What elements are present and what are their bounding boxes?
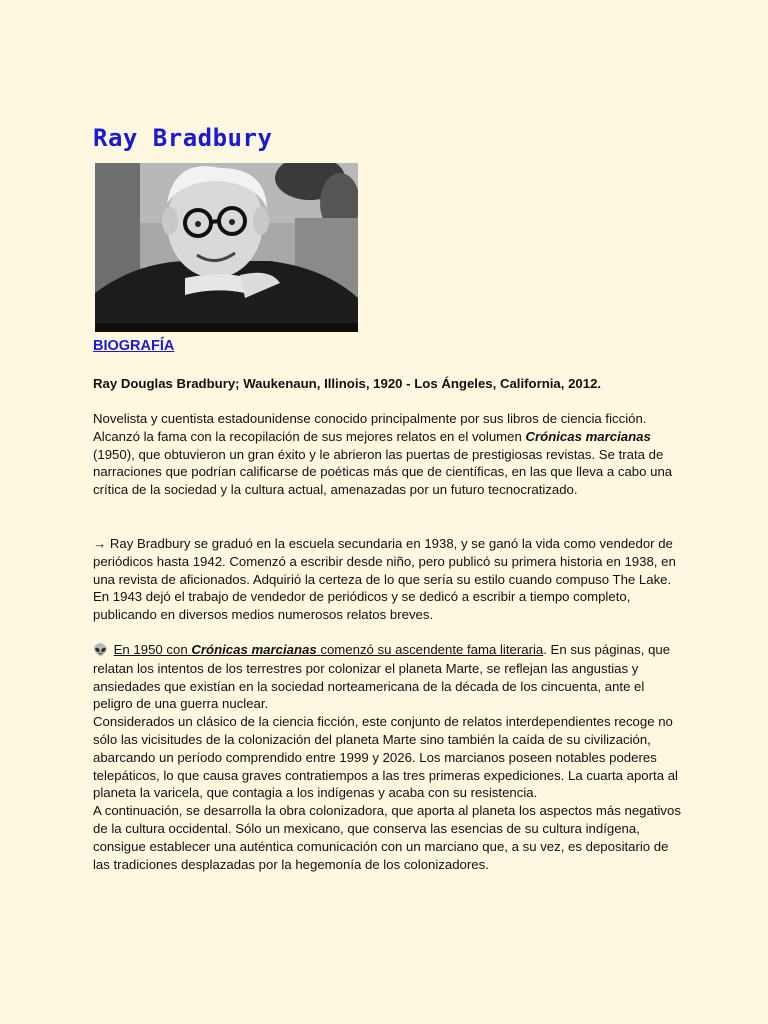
author-portrait: [95, 163, 358, 332]
cronicas-link-text-a: En 1950 con: [113, 642, 192, 657]
paragraph-colonization: A continuación, se desarrolla la obra colonizadora, que aporta al planeta los aspectos más negativos de la cultura occidental. Sólo un mexicano, que conserva las esencias de su cultura indígena, consigue establecer una auténtica comunicación con un marciano que, a su vez, es depositario de las tradiciones desplazadas por la hegemonía de los colonizadores.: [93, 803, 681, 872]
paragraph-intro-text-b: (1950), que obtuvieron un gran éxito y le abrieron las puertas de prestigiosas revistas. Se trata de narraciones que podrían calificarse de poéticas más que de científicas, en las que lleva a cabo una crítica de la sociedad y la cultura actual, amenazadas por un futuro tecnocratizado.: [93, 446, 673, 498]
paragraph-cronicas-rest: . En sus páginas, que relatan los intentos de los terrestres por colonizar el planeta Marte, se reflejan las angustias y ansiedades que existían en la sociedad norteamericana de la década de los cincuenta, ante el peligro de una guerra nuclear.: [93, 642, 671, 712]
paragraph-intro: [93, 410, 683, 499]
author-portrait-image: [95, 163, 358, 332]
biography-link[interactable]: BIOGRAFÍA: [93, 338, 175, 354]
paragraph-classic: Considerados un clásico de la ciencia ficción, este conjunto de relatos interdependientes recoge no sólo las vicisitudes de la colonización del planeta Marte sino también la caída de su civilización, abarcando un período comprendido entre 1999 y 2026. Los marcianos poseen notables poderes telepáticos, lo que causa graves contratiempos a las tres primeras expediciones. La cuarta aporta al planeta la varicela, que contagia a los indígenas y acaba con su resistencia.: [93, 714, 678, 801]
summary-line: Ray Douglas Bradbury; Waukenaun, Illinois, 1920 - Los Ángeles, California, 2012.: [93, 376, 602, 391]
paragraph-intro-text-a: Novelista y cuentista estadounidense conocido principalmente por sus libros de ciencia ficción. Alcanzó la fama con la recopilación de sus mejores relatos en el volumen: [93, 411, 647, 444]
cronicas-link[interactable]: [114, 642, 544, 657]
book-title-emphasis: Crónicas marcianas: [525, 428, 651, 444]
page-title: Ray Bradbury: [93, 124, 273, 152]
paragraph-cronicas: [93, 641, 683, 873]
cronicas-link-text-b: comenzó su ascendente fama literaria: [316, 642, 544, 657]
cronicas-link-book: Crónicas marcianas: [191, 642, 317, 657]
alien-icon: 👽: [93, 643, 108, 657]
paragraph-early-life: → Ray Bradbury se graduó en la escuela secundaria en 1938, y se ganó la vida como vendedor de periódicos hasta 1942. Comenzó a escribir desde niño, pero publicó su primera historia en 1938, en una revista de aficionados. Adquirió la certeza de lo que sería su estilo cuando compuso The Lake. En 1943 dejó el trabajo de vendedor de periódicos y se dedicó a escribir a tiempo completo, publicando en diversos medios numerosos relatos breves.: [93, 536, 676, 623]
